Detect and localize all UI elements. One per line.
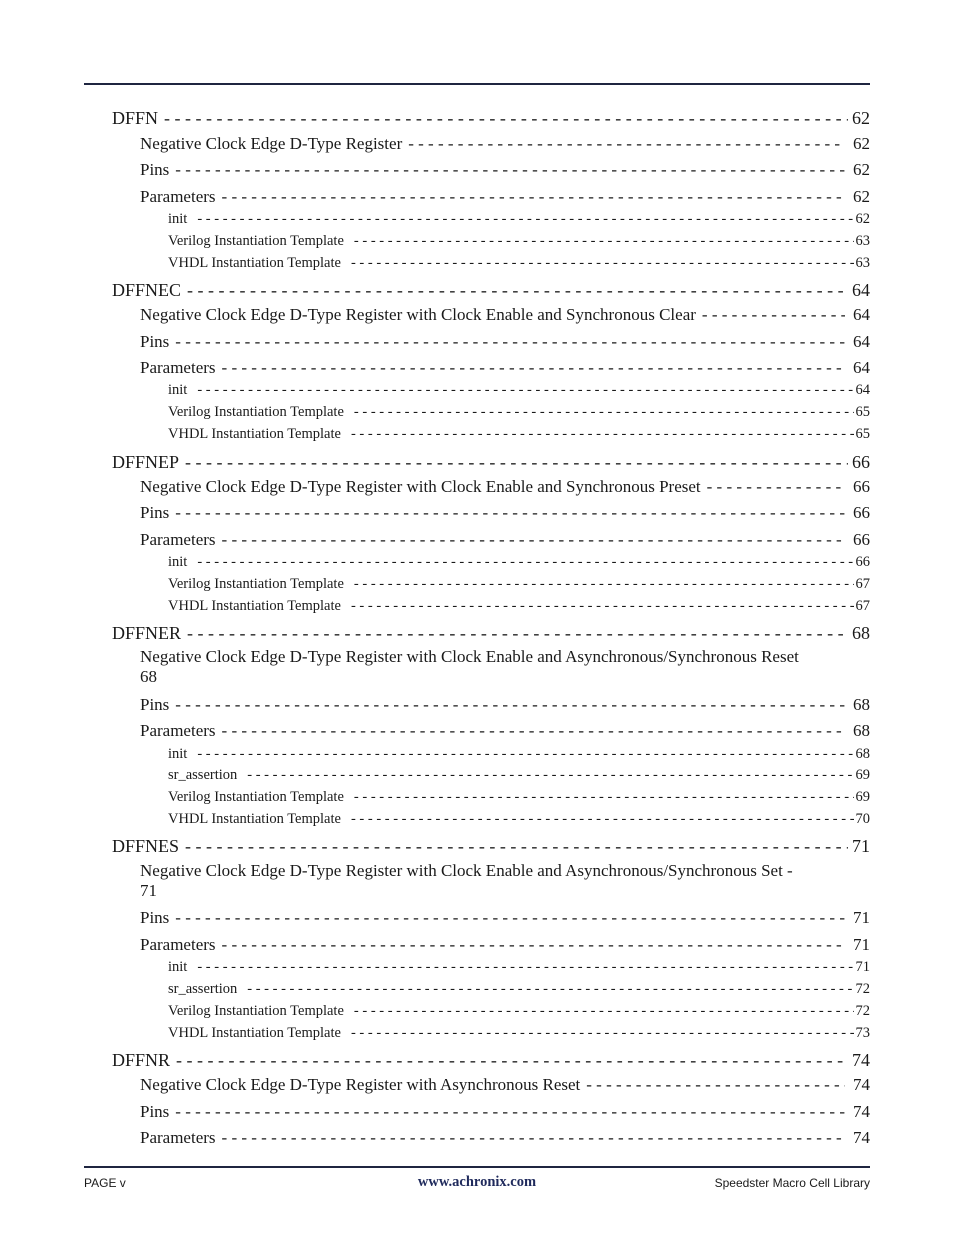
dot-leader xyxy=(187,278,848,302)
toc-entry-title: Verilog Instantiation Template xyxy=(168,1003,344,1019)
toc-entry-page: 64 xyxy=(853,358,870,377)
toc-entry[interactable] xyxy=(168,1024,870,1043)
toc-entry-page: 72 xyxy=(855,1003,870,1019)
toc-entry-page: 62 xyxy=(852,108,870,128)
toc-entry-page: 66 xyxy=(855,554,870,570)
dot-leader xyxy=(247,766,853,785)
toc-entry-page: 64 xyxy=(853,332,870,351)
dot-leader xyxy=(351,1024,854,1043)
toc-entry[interactable] xyxy=(112,834,870,858)
dot-leader xyxy=(222,357,845,379)
toc-entry[interactable] xyxy=(140,502,870,524)
toc-entry[interactable] xyxy=(168,425,870,444)
dot-leader xyxy=(586,1074,845,1096)
dot-leader xyxy=(707,476,845,498)
dot-leader xyxy=(175,331,845,353)
dot-leader xyxy=(222,529,845,551)
toc-entry-page: 71 xyxy=(853,935,870,954)
toc-entry-title: Verilog Instantiation Template xyxy=(168,404,344,420)
toc-entry[interactable] xyxy=(168,232,870,251)
dot-leader xyxy=(187,621,848,645)
toc-entry[interactable] xyxy=(112,621,870,645)
toc-entry-title: sr_assertion xyxy=(168,981,238,997)
toc-entry[interactable] xyxy=(140,331,870,353)
toc-entry-title: Parameters xyxy=(140,935,216,954)
toc-entry-page: 73 xyxy=(855,1025,870,1041)
toc-entry-page: 68 xyxy=(852,623,870,643)
toc-entry-title: Pins xyxy=(140,1102,170,1121)
toc-entry[interactable] xyxy=(140,861,870,901)
toc-entry[interactable] xyxy=(140,186,870,208)
toc-entry-title: Negative Clock Edge D-Type Register xyxy=(140,134,403,153)
toc-entry-page: 62 xyxy=(855,211,870,227)
toc-entry[interactable] xyxy=(168,553,870,572)
toc-entry[interactable] xyxy=(140,694,870,716)
dot-leader xyxy=(175,694,845,716)
toc-entry[interactable] xyxy=(140,529,870,551)
toc-entry[interactable] xyxy=(140,304,870,326)
toc-entry[interactable] xyxy=(140,647,870,687)
toc-entry-page: 71 xyxy=(853,908,870,927)
toc-entry-page: 74 xyxy=(853,1102,870,1121)
toc-entry-page: 71 xyxy=(855,959,870,975)
toc-entry-page: 64 xyxy=(853,305,870,324)
dot-leader xyxy=(197,958,853,977)
toc-entry-page: 64 xyxy=(852,280,870,300)
dot-leader xyxy=(175,1101,845,1123)
website-link[interactable]: www.achronix.com xyxy=(417,1174,537,1190)
toc-entry[interactable] xyxy=(140,159,870,181)
dot-leader xyxy=(197,381,853,400)
dot-leader xyxy=(222,934,845,956)
dot-leader xyxy=(185,834,848,858)
toc-entry-title: DFFNER xyxy=(112,623,182,643)
toc-entry-title: VHDL Instantiation Template xyxy=(168,255,341,271)
toc-entry-title: Pins xyxy=(140,503,170,522)
dot-leader xyxy=(197,210,853,229)
toc-entry-page: 67 xyxy=(855,598,870,614)
toc-entry-title: Negative Clock Edge D-Type Register with Asynchronous Reset xyxy=(140,1075,581,1094)
toc-entry[interactable] xyxy=(168,381,870,400)
toc-entry-title: Pins xyxy=(140,908,170,927)
dot-leader xyxy=(351,254,854,273)
toc-entry-page: 63 xyxy=(855,255,870,271)
toc-entry[interactable] xyxy=(112,106,870,130)
toc-entry[interactable] xyxy=(112,278,870,302)
dot-leader xyxy=(351,425,854,444)
toc-entry-page: 74 xyxy=(853,1075,870,1094)
dot-leader xyxy=(354,788,854,807)
dot-leader xyxy=(175,907,845,929)
toc-entry-page: 71 xyxy=(852,836,870,856)
footer-rule xyxy=(84,1166,870,1168)
toc-entry-title: VHDL Instantiation Template xyxy=(168,598,341,614)
toc-entry[interactable] xyxy=(140,720,870,742)
toc-entry-title: Negative Clock Edge D-Type Register with Clock Enable and Synchronous Clear xyxy=(140,305,696,324)
toc-entry-title: DFFNEP xyxy=(112,452,180,472)
toc-entry-title: VHDL Instantiation Template xyxy=(168,426,341,442)
toc-entry-title: Pins xyxy=(140,160,170,179)
toc-entry-page: 65 xyxy=(855,404,870,420)
toc-entry-page: 62 xyxy=(853,160,870,179)
toc-entry-title: DFFNEC xyxy=(112,280,182,300)
dot-leader xyxy=(222,186,845,208)
toc-entry-page: 69 xyxy=(855,789,870,805)
dot-leader xyxy=(247,980,853,999)
dot-leader xyxy=(702,304,845,326)
toc-entry-title: Verilog Instantiation Template xyxy=(168,233,344,249)
toc-entry-page: 66 xyxy=(853,530,870,549)
dot-leader xyxy=(222,1127,845,1149)
toc-entry-page: 66 xyxy=(853,477,870,496)
toc-entry-title: Negative Clock Edge D-Type Register with Clock Enable and Synchronous Preset xyxy=(140,477,701,496)
toc-entry-title: Parameters xyxy=(140,187,216,206)
toc-entry[interactable] xyxy=(168,403,870,422)
toc-entry-title: DFFN xyxy=(112,108,159,128)
toc-entry-title: Negative Clock Edge D-Type Register with Clock Enable and Asynchronous/Synchronous Set - xyxy=(140,861,793,880)
toc-entry[interactable] xyxy=(140,907,870,929)
dot-leader xyxy=(354,232,854,251)
toc-entry-title: init xyxy=(168,211,188,227)
toc-entry-page: 62 xyxy=(853,187,870,206)
dot-leader xyxy=(354,575,854,594)
dot-leader xyxy=(185,450,848,474)
toc-entry-title: init xyxy=(168,959,188,975)
toc-entry-title: Pins xyxy=(140,332,170,351)
toc-entry[interactable] xyxy=(112,1048,870,1072)
dot-leader xyxy=(176,1048,848,1072)
toc-entry[interactable] xyxy=(168,597,870,616)
toc-entry[interactable] xyxy=(140,934,870,956)
dot-leader xyxy=(197,553,853,572)
toc-entry-title: Parameters xyxy=(140,721,216,740)
toc-entry-title: DFFNR xyxy=(112,1050,171,1070)
toc-entry-title: Pins xyxy=(140,695,170,714)
toc-entry-title: Parameters xyxy=(140,1128,216,1147)
toc-entry-page: 66 xyxy=(852,452,870,472)
toc-entry-title: init xyxy=(168,554,188,570)
toc-entry[interactable] xyxy=(168,745,870,764)
toc-entry-title: init xyxy=(168,382,188,398)
document-title: Speedster Macro Cell Library xyxy=(714,1176,870,1190)
toc-entry-page: 68 xyxy=(853,695,870,714)
toc-entry[interactable] xyxy=(140,1127,870,1149)
toc-entry-page: 68 xyxy=(855,746,870,762)
dot-leader xyxy=(197,745,853,764)
toc-entry-page: 66 xyxy=(853,503,870,522)
toc-entry[interactable] xyxy=(140,476,870,498)
toc-entry[interactable] xyxy=(140,1074,870,1096)
toc-entry[interactable] xyxy=(140,357,870,379)
dot-leader xyxy=(164,106,848,130)
page-number: PAGE v xyxy=(84,1176,126,1190)
toc-entry-page: 65 xyxy=(855,426,870,442)
toc-entry[interactable] xyxy=(168,958,870,977)
toc-entry[interactable] xyxy=(168,788,870,807)
toc-entry-title: Parameters xyxy=(140,358,216,377)
toc-entry[interactable] xyxy=(168,1002,870,1021)
toc-entry[interactable] xyxy=(168,210,870,229)
toc-entry-title: sr_assertion xyxy=(168,767,238,783)
toc-entry-page: 62 xyxy=(853,134,870,153)
toc-entry-page: 68 xyxy=(140,667,157,686)
toc-entry-page: 74 xyxy=(853,1128,870,1147)
toc-entry[interactable] xyxy=(168,980,870,999)
toc-entry-title: VHDL Instantiation Template xyxy=(168,811,341,827)
toc-entry-page: 69 xyxy=(855,767,870,783)
dot-leader xyxy=(354,403,854,422)
toc-entry-page: 64 xyxy=(855,382,870,398)
toc-entry-title: Verilog Instantiation Template xyxy=(168,576,344,592)
dot-leader xyxy=(351,597,854,616)
toc-entry[interactable] xyxy=(168,766,870,785)
toc-entry[interactable] xyxy=(168,575,870,594)
toc-entry-page: 71 xyxy=(140,881,157,900)
toc-entry-title: Negative Clock Edge D-Type Register with Clock Enable and Asynchronous/Synchronous Reset xyxy=(140,647,799,666)
toc-entry[interactable] xyxy=(112,450,870,474)
toc-entry-title: Parameters xyxy=(140,530,216,549)
toc-entry[interactable] xyxy=(168,810,870,829)
dot-leader xyxy=(351,810,854,829)
toc-entry-title: Verilog Instantiation Template xyxy=(168,789,344,805)
toc-entry-page: 74 xyxy=(852,1050,870,1070)
toc-entry[interactable] xyxy=(140,1101,870,1123)
toc-entry-title: VHDL Instantiation Template xyxy=(168,1025,341,1041)
toc-entry-page: 67 xyxy=(855,576,870,592)
dot-leader xyxy=(222,720,845,742)
toc-entry-title: DFFNES xyxy=(112,836,180,856)
dot-leader xyxy=(408,133,845,155)
dot-leader xyxy=(175,159,845,181)
toc-entry-page: 68 xyxy=(853,721,870,740)
toc-entry-page: 70 xyxy=(855,811,870,827)
toc-entry[interactable] xyxy=(140,133,870,155)
dot-leader xyxy=(354,1002,854,1021)
toc-entry-title: init xyxy=(168,746,188,762)
toc-entry[interactable] xyxy=(168,254,870,273)
toc-entry-page: 63 xyxy=(855,233,870,249)
toc-entry-page: 72 xyxy=(855,981,870,997)
dot-leader xyxy=(175,502,845,524)
